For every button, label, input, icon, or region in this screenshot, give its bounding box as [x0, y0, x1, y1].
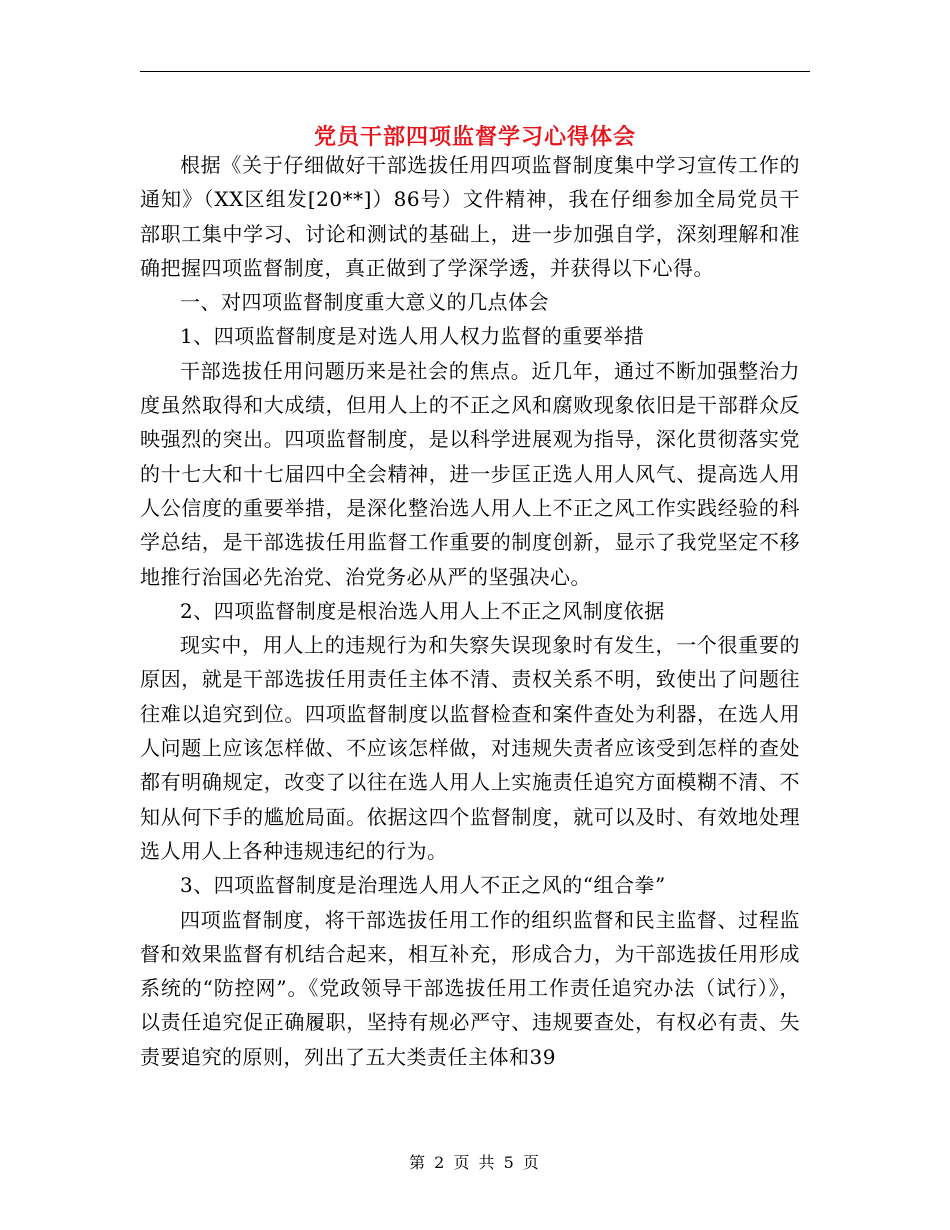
subheading-2: 2、四项监督制度是根治选人用人上不正之风制度依据 — [180, 598, 665, 623]
section-heading-1: 一、对四项监督制度重大意义的几点体会 — [180, 290, 549, 315]
paragraph-intro: 根据《关于仔细做好干部选拔任用四项监督制度集中学习宣传工作的通知》（XX区组发[20**]）86号）文件精神，我在仔细参加全局党员干部职工集中学习、讨论和测试的基础上，进一步加强自学，深刻理解和准确把握四项监督制度，真正做到了学深学透，并获得以下心得。 — [140, 153, 800, 280]
subheading-3: 3、四项监督制度是治理选人用人不正之风的“组合拳” — [180, 873, 666, 898]
paragraph-1: 干部选拔任用问题历来是社会的焦点。近几年，通过不断加强整治力度虽然取得和大成绩，但用人上的不正之风和腐败现象依旧是干部群众反映强烈的突出。四项监督制度，是以科学进展观为指导，深化贯彻落实党的十七大和十七届四中全会精神，进一步匡正选人用人风气、提高选人用人公信度的重要举措，是深化整治选人用人上不正之风工作实践经验的科学总结，是干部选拔任用监督工作重要的制度创新，显示了我党坚定不移地推行治国必先治党、治党务必从严的坚强决心。 — [140, 358, 800, 589]
paragraph-2: 现实中，用人上的违规行为和失察失误现象时有发生，一个很重要的原因，就是干部选拔任用责任主体不清、责权关系不明，致使出了问题往往难以追究到位。四项监督制度以监督检查和案件查处为利器，在选人用人问题上应该怎样做、不应该怎样做，对违规失责者应该受到怎样的查处都有明确规定，改变了以往在选人用人上实施责任追究方面模糊不清、不知从何下手的尴尬局面。依据这四个监督制度，就可以及时、有效地处理选人用人上各种违规违纪的行为。 — [140, 633, 800, 863]
paragraph-3: 四项监督制度，将干部选拔任用工作的组织监督和民主监督、过程监督和效果监督有机结合起来，相互补充，形成合力，为干部选拔任用形成系统的“防控网”。《党政领导干部选拔任用工作责任追究办法（试行）》，以责任追究促正确履职，坚持有规必严守、违规要查处，有权必有责、失责要追究的原则，列出了五大类责任主体和39 — [140, 907, 800, 1069]
page-number-footer: 第 2 页 共 5 页 — [409, 1153, 541, 1172]
document-title: 党员干部四项监督学习心得体会 — [313, 124, 636, 150]
header-rule — [140, 71, 810, 72]
subheading-1: 1、四项监督制度是对选人用人权力监督的重要举措 — [180, 324, 645, 349]
document-body — [140, 148, 800, 1074]
